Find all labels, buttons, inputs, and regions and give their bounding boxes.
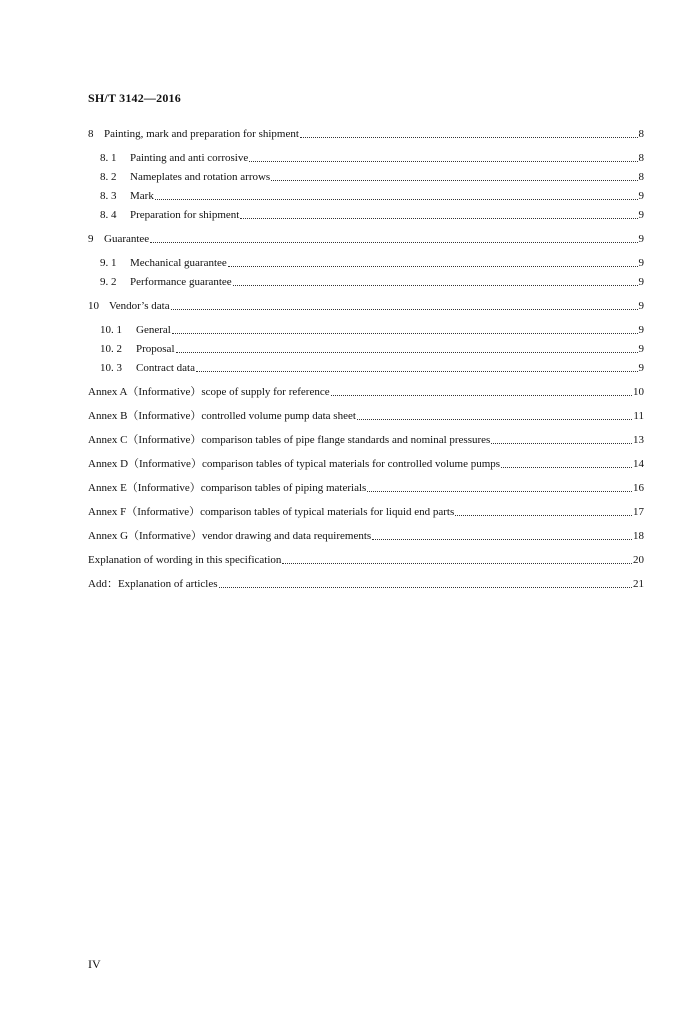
toc-leader-dots <box>150 242 637 243</box>
toc-entry[interactable] <box>88 504 644 520</box>
toc-entry-page: 16 <box>633 482 644 494</box>
toc-entry-page: 9 <box>638 209 644 221</box>
toc-entry[interactable] <box>100 188 644 204</box>
toc-entry[interactable] <box>100 150 644 166</box>
toc-entry[interactable] <box>100 341 644 357</box>
toc-entry-page: 9 <box>638 362 644 374</box>
toc-entry[interactable] <box>88 126 644 142</box>
toc-leader-dots <box>228 266 638 267</box>
toc-entry-title: General <box>136 324 171 336</box>
toc-leader-dots <box>455 515 632 516</box>
toc-entry-page: 21 <box>633 578 644 590</box>
toc-entry-page: 8 <box>638 171 644 183</box>
toc-leader-dots <box>331 395 632 396</box>
toc-entry-number: 10 <box>88 300 99 312</box>
toc-entry-title: Preparation for shipment <box>130 209 240 221</box>
toc-leader-dots <box>249 161 637 162</box>
toc-entry-title: Mark <box>130 190 154 202</box>
toc-entry[interactable] <box>100 274 644 290</box>
toc-entry-page: 9 <box>638 343 644 355</box>
toc-leader-dots <box>372 539 632 540</box>
toc-entry-page: 10 <box>633 386 644 398</box>
toc-entry-number: 9 <box>88 233 94 245</box>
page-number: IV <box>88 957 101 971</box>
toc-entry-title: Annex B（Informative）controlled volume pump data sheet <box>88 410 356 422</box>
toc-entry-number: 8. 2 <box>100 171 117 183</box>
toc-entry-page: 9 <box>638 276 644 288</box>
toc-entry-title: Proposal <box>136 343 175 355</box>
toc-entry-title: Annex D（Informative）comparison tables of typical materials for controlled volume pumps <box>88 458 501 470</box>
toc-entry-page: 20 <box>633 554 644 566</box>
toc-entry-page: 14 <box>633 458 644 470</box>
toc-entry-page: 9 <box>638 257 644 269</box>
toc-leader-dots <box>300 137 638 138</box>
toc-entry-title: Mechanical guarantee <box>130 257 227 269</box>
toc-leader-dots <box>357 419 633 420</box>
toc-leader-dots <box>501 467 632 468</box>
toc-entry-title: Annex A（Informative）scope of supply for reference <box>88 386 330 398</box>
toc-entry-page: 9 <box>638 324 644 336</box>
toc-leader-dots <box>196 371 638 372</box>
toc-entry[interactable] <box>88 480 644 496</box>
toc-entry-page: 9 <box>638 233 644 245</box>
toc-entry[interactable] <box>88 231 644 247</box>
toc-entry[interactable] <box>88 432 644 448</box>
toc-entry-number: 8 <box>88 128 94 140</box>
toc-entry[interactable] <box>88 528 644 544</box>
toc-entry-title: Contract data <box>136 362 195 374</box>
toc-entry-number: 8. 4 <box>100 209 117 221</box>
toc-entry-number: 10. 3 <box>100 362 122 374</box>
toc-entry-title: Painting and anti corrosive <box>130 152 249 164</box>
toc-entry-number: 9. 2 <box>100 276 117 288</box>
toc-leader-dots <box>155 199 638 200</box>
toc-leader-dots <box>219 587 632 588</box>
toc-entry-page: 9 <box>638 190 644 202</box>
toc-entry-title: Painting, mark and preparation for shipment <box>104 128 299 140</box>
toc-entry-title: Explanation of wording in this specification <box>88 554 282 566</box>
toc-entry-page: 8 <box>638 152 644 164</box>
toc-entry-title: Vendor’s data <box>109 300 170 312</box>
toc-entry[interactable] <box>88 298 644 314</box>
toc-entry-title: Guarantee <box>104 233 150 245</box>
toc-leader-dots <box>171 309 638 310</box>
toc-leader-dots <box>172 333 638 334</box>
toc-entry[interactable] <box>100 360 644 376</box>
toc-entry-title: Annex C（Informative）comparison tables of pipe flange standards and nominal pressures <box>88 434 491 446</box>
toc-entry-title: Annex F（Informative）comparison tables of typical materials for liquid end parts <box>88 506 455 518</box>
toc-entry-number: 8. 3 <box>100 190 117 202</box>
toc-entry-page: 17 <box>633 506 644 518</box>
toc-leader-dots <box>176 352 638 353</box>
toc-entry[interactable] <box>88 576 644 592</box>
toc-entry-title: Annex E（Informative）comparison tables of piping materials <box>88 482 367 494</box>
toc-entry[interactable] <box>100 169 644 185</box>
toc-entry-title: Add：Explanation of articles <box>88 578 218 590</box>
toc-leader-dots <box>367 491 632 492</box>
toc-leader-dots <box>271 180 637 181</box>
toc-leader-dots <box>233 285 638 286</box>
toc-entry[interactable] <box>88 552 644 568</box>
toc-entry-page: 8 <box>638 128 644 140</box>
toc-entry-page: 18 <box>633 530 644 542</box>
toc-entry[interactable] <box>100 207 644 223</box>
toc-entry[interactable] <box>88 408 644 424</box>
toc-leader-dots <box>282 563 632 564</box>
toc-entry-number: 10. 2 <box>100 343 122 355</box>
toc-entry[interactable] <box>88 456 644 472</box>
toc-entry-number: 10. 1 <box>100 324 122 336</box>
toc-leader-dots <box>491 443 632 444</box>
toc-entry-title: Nameplates and rotation arrows <box>130 171 271 183</box>
toc-entry[interactable] <box>88 384 644 400</box>
document-number: SH/T 3142—2016 <box>88 91 181 105</box>
toc-entry-page: 11 <box>633 410 644 422</box>
toc-entry-number: 9. 1 <box>100 257 117 269</box>
toc-entry[interactable] <box>100 322 644 338</box>
toc-leader-dots <box>240 218 637 219</box>
toc-entry-title: Annex G（Informative）vendor drawing and data requirements <box>88 530 372 542</box>
toc-entry-page: 9 <box>638 300 644 312</box>
toc-entry[interactable] <box>100 255 644 271</box>
toc-entry-title: Performance guarantee <box>130 276 232 288</box>
toc-entry-page: 13 <box>633 434 644 446</box>
toc-entry-number: 8. 1 <box>100 152 117 164</box>
